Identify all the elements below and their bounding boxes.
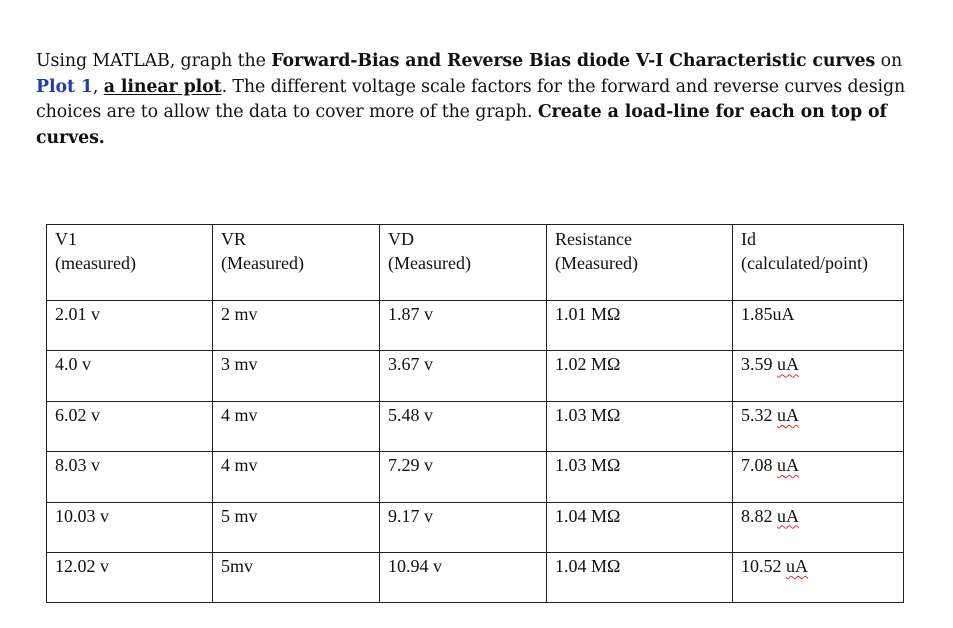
plot-reference: Plot 1 xyxy=(36,76,93,97)
cell-id-unit: uA xyxy=(777,505,799,526)
intro-text-1: Using MATLAB, graph the xyxy=(36,51,272,71)
cell-id-value: 3.59 xyxy=(741,354,777,375)
cell-vr: 5mv xyxy=(213,552,380,602)
cell-v1: 2.01 v xyxy=(47,301,213,351)
cell-resistance: 1.04 MΩ xyxy=(547,552,733,602)
table-header-row xyxy=(47,225,904,301)
cell-id xyxy=(733,552,904,602)
cell-id-unit: uA xyxy=(786,555,808,576)
cell-id-value: 7.08 xyxy=(741,455,777,476)
cell-resistance: 1.04 MΩ xyxy=(547,502,733,552)
cell-v1: 10.03 v xyxy=(47,502,213,552)
header-vr xyxy=(213,225,380,301)
header-vd-label: VD xyxy=(388,229,414,249)
cell-id-unit: uA xyxy=(777,354,799,375)
cell-vd: 9.17 v xyxy=(380,502,547,552)
cell-resistance: 1.03 MΩ xyxy=(547,452,733,502)
header-vr-sub: (Measured) xyxy=(221,253,304,273)
table-row xyxy=(47,452,904,502)
intro-bold-load-line: Create a load-line for each on top of curves. xyxy=(36,102,887,148)
cell-id-unit: uA xyxy=(777,455,799,476)
cell-vd: 1.87 v xyxy=(380,301,547,351)
cell-id xyxy=(733,401,904,451)
header-resistance-sub: (Measured) xyxy=(555,253,638,273)
table-row xyxy=(47,401,904,451)
cell-vd: 5.48 v xyxy=(380,401,547,451)
cell-v1: 6.02 v xyxy=(47,401,213,451)
header-id-sub: (calculated/point) xyxy=(741,253,868,273)
intro-text-4: . The different voltage scale factors for the forward and reverse curves design choices are to allow the data to cover more of the graph. xyxy=(36,76,906,122)
cell-v1: 4.0 v xyxy=(47,351,213,401)
cell-vd: 10.94 v xyxy=(380,552,547,602)
cell-vd: 3.67 v xyxy=(380,351,547,401)
header-id-label: Id xyxy=(741,229,756,249)
header-vd-sub: (Measured) xyxy=(388,253,471,273)
cell-id xyxy=(733,301,904,351)
cell-id-unit: uA xyxy=(777,404,799,425)
header-resistance-label: Resistance xyxy=(555,229,632,249)
cell-id-value: 5.32 xyxy=(741,404,777,425)
cell-resistance: 1.02 MΩ xyxy=(547,351,733,401)
cell-v1: 8.03 v xyxy=(47,452,213,502)
intro-bold-curves: Forward-Bias and Reverse Bias diode V-I Characteristic curves xyxy=(271,51,876,71)
header-vd xyxy=(380,225,547,301)
header-vr-label: VR xyxy=(221,229,247,249)
cell-resistance: 1.01 MΩ xyxy=(547,301,733,351)
intro-text-3: , xyxy=(92,76,104,97)
header-v1 xyxy=(47,225,213,301)
header-resistance xyxy=(547,225,733,301)
table-row xyxy=(47,351,904,401)
linear-plot-emphasis: a linear plot xyxy=(103,76,222,97)
table-row xyxy=(47,301,904,351)
cell-id xyxy=(733,502,904,552)
cell-id xyxy=(733,351,904,401)
cell-vr: 4 mv xyxy=(213,452,380,502)
header-id xyxy=(733,225,904,301)
cell-vr: 3 mv xyxy=(213,351,380,401)
cell-id-value: 10.52 xyxy=(741,555,786,576)
cell-vr: 5 mv xyxy=(213,502,380,552)
instructions-paragraph xyxy=(36,49,941,151)
cell-vr: 4 mv xyxy=(213,401,380,451)
table-row xyxy=(47,552,904,602)
cell-vr: 2 mv xyxy=(213,301,380,351)
cell-vd: 7.29 v xyxy=(380,452,547,502)
header-v1-label: V1 xyxy=(55,229,77,249)
cell-id xyxy=(733,452,904,502)
cell-id-value: 1.85 xyxy=(741,304,773,324)
intro-text-2: on xyxy=(875,51,903,71)
header-v1-sub: (measured) xyxy=(55,253,136,273)
cell-resistance: 1.03 MΩ xyxy=(547,401,733,451)
cell-v1: 12.02 v xyxy=(47,552,213,602)
cell-id-unit: uA xyxy=(772,304,795,324)
cell-id-value: 8.82 xyxy=(741,505,777,526)
measurements-table xyxy=(46,224,904,603)
table-row xyxy=(47,502,904,552)
